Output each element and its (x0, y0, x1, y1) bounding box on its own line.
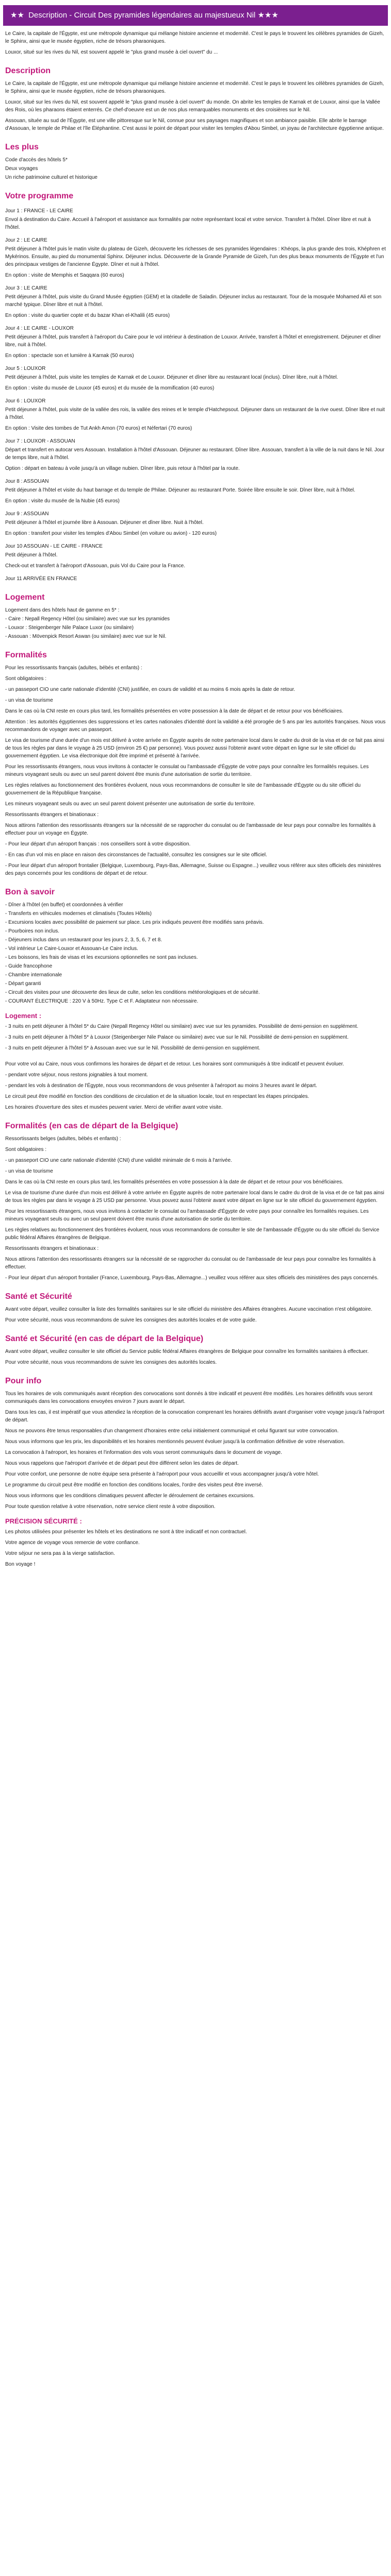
programme-day-line: Petit déjeuner à l'hôtel, puis visite les temples de Karnak et de Louxor. Déjeuner et dîner libre au restaurant local (inclus). Dîner libre, nuit à l'hôtel. (5, 375, 338, 380)
formalites-line: Pour les ressortissants étrangers, nous vous invitons à contacter le consulat ou l'ambassade d'Égypte de votre pays pour connaître les formalités requises. Les mineurs voyageant seuls ou avec un seul parent doivent être munis d'une autorisation de sortie du territoire. (5, 764, 369, 777)
spacer (5, 1055, 386, 1060)
logement-detail-title: Logement : (5, 1012, 42, 1020)
pour-info-line: Pour votre confort, une personne de notre équipe sera présente à l'aéroport pour vous accueillir et vous accompagner jusqu'à votre hôtel. (5, 1471, 319, 1477)
star-icon: ★★ (10, 11, 24, 20)
programme-day-title: Jour 11 ARRIVÉE EN FRANCE (5, 576, 77, 582)
logement-detail-line: - 3 nuits en petit déjeuner à l'hôtel 5* à Louxor (Steigenberger Nile Palace ou similaire) avec vue sur le Nil. Possibilité de demi-pension en supplément. (5, 1035, 349, 1040)
programme-day-line: Départ et transfert en autocar vers Assouan. Installation à l'hôtel d'Assouan. Déjeuner au restaurant. Dîner libre. Assouan, transfert à la ville de la nuit dans le Nil. Jour de temps libre, nuit à l'hôtel. (5, 447, 385, 461)
programme-day (5, 397, 386, 432)
sante-securite-line: Avant votre départ, veuillez consulter la liste des formalités sanitaires sur le site officiel du ministère des Affaires étrangères. Aucune vaccination n'est obligatoire. (5, 1307, 372, 1312)
description-paragraph: Assouan, située au sud de l'Égypte, est une ville pittoresque sur le Nil, connue pour ses paysages magnifiques et son ambiance paisible. Elle abrite le barrage d'Assouan, le temple de Philae et l'île Éléphantine. C'est aussi le point de départ pour visiter les temples d'Abou Simbel, un joyau de l'architecture égyptienne antique. (5, 118, 384, 131)
pour-info-section (5, 1390, 386, 1511)
formalites-line: Les règles relatives au fonctionnement des frontières évoluent, nous vous recommandons de consulter le site de l'ambassade d'Égypte ou du site officiel du gouvernement de la République française. (5, 783, 361, 796)
bon-a-savoir-line: - Circuit des visites pour une découverte des lieux de culte, selon les conditions météorologiques et de sécurité. (5, 990, 260, 995)
formalites-line: - un visa de tourisme (5, 698, 53, 703)
programme-day-title: Jour 5 : LOUXOR (5, 366, 46, 371)
programme-day-line: Petit déjeuner à l'hôtel, puis transfert à l'aéroport du Caire pour le vol intérieur à destination de Louxor. Arrivée, transfert à l'hôtel et enregistrement. Déjeuner et dîner libre, nuit à l'hôtel. (5, 334, 381, 348)
bon-a-savoir-line: - Dîner à l'hôtel (en buffet) et coordonnées à vérifier (5, 902, 123, 908)
pour-info-line: Nous vous rappelons que l'aéroport d'arrivée et de départ peut être différent selon les dates de départ. (5, 1461, 239, 1466)
programme-day-title: Jour 7 : LOUXOR - ASSOUAN (5, 438, 75, 444)
pour-info-line: Tous les horaires de vols communiqués avant réception des convocations sont donnés à titre indicatif et peuvent être modifiés. Les horaires définitifs vous seront communiqués dans les convocations envoyées environ 7 jours avant le départ. (5, 1391, 373, 1404)
bon-a-savoir-line: - Transferts en véhicules modernes et climatisés (Toutes Hôtels) (5, 911, 152, 917)
formalites-line: Nous attirons l'attention des ressortissants étrangers sur la nécessité de se rapprocher du consulat ou de l'ambassade de leur pays pour connaître les formalités à effectuer pour un voyage en Égypte. (5, 823, 376, 836)
programme-section (5, 207, 386, 583)
formalites-belgique-line: - un visa de tourisme (5, 1168, 53, 1174)
programme-day-line: En option : spectacle son et lumière à Karnak (50 euros) (5, 353, 134, 359)
les-plus-item: Deux voyages (5, 166, 38, 172)
description-paragraph: Louxor, situé sur les rives du Nil, est souvent appelé le "plus grand musée à ciel ouvert" du monde. On abrite les temples de Karnak et de Louxor, ainsi que la Vallée des Rois, où les pharaons étaient enterrés. Ce chef-d'oeuvre est un de nos plus remarquables monuments et des croisières sur le Nil. (5, 99, 380, 113)
formalites-line: Attention : les autorités égyptiennes des suppressions et les cartes nationales d'identité dont la validité a été prorogée de 5 ans par les autorités françaises. Nous vous recommandons de voyager avec un passeport. (5, 719, 386, 733)
formalites-line: - En cas d'un vol mis en place en raison des circonstances de l'actualité, consultez les consignes sur le site officiel. (5, 852, 267, 858)
intro-paragraph: Le Caire, la capitale de l'Égypte, est une métropole dynamique qui mélange histoire ancienne et modernité. C'est le pays le trouvent les célèbres pyramides de Gizeh, le Sphinx, ainsi que le musée égyptien, riche de trésors pharaoniques. (5, 31, 384, 44)
vol-info-line: - pendant votre séjour, nous restons joignables à tout moment. (5, 1072, 148, 1078)
star-icon-end: ★★★ (257, 11, 279, 20)
formalites-line: Sont obligatoires : (5, 676, 47, 682)
description-section (5, 80, 386, 132)
formalites-line: Dans le cas où la CNI reste en cours plus tard, les formalités présentées en votre possession à la date de départ et de retour pour vos bénéficiaires. (5, 708, 344, 714)
programme-day-title: Jour 4 : LE CAIRE - LOUXOR (5, 326, 74, 331)
intro-paragraph: Louxor, situé sur les rives du Nil, est souvent appelé le "plus grand musée à ciel ouvert" du ... (5, 49, 218, 55)
bon-a-savoir-title: Bon à savoir (5, 888, 55, 896)
pour-info-line: Nous ne pouvons être tenus responsables d'un changement d'horaires entre celui initialement communiqué et celui figurant sur votre convocation. (5, 1428, 339, 1434)
programme-day-title: Jour 10 ASSOUAN - LE CAIRE - FRANCE (5, 544, 103, 549)
precision-securite-title: PRÉCISION SÉCURITÉ : (5, 1517, 82, 1525)
bon-a-savoir-line: - Déjeuners inclus dans un restaurant pour les jours 2, 3, 5, 6, 7 et 8. (5, 937, 162, 943)
precision-line: Votre agence de voyage vous remercie de votre confiance. (5, 1540, 140, 1546)
vol-info-line: Le circuit peut être modifié en fonction des conditions de circulation et de la situation locale, tout en respectant les étapes principales. (5, 1094, 309, 1099)
logement-line: Logement dans des hôtels haut de gamme en 5* : (5, 607, 120, 613)
formalites-belgique-title: Formalités (en cas de départ de la Belgique) (5, 1122, 178, 1130)
description-paragraph: Le Caire, la capitale de l'Égypte, est une métropole dynamique qui mélange histoire ancienne et modernité. C'est le pays le trouvent les célèbres pyramides de Gizeh, le Sphinx, ainsi que le musée égyptien, riche de trésors pharaoniques. (5, 81, 384, 94)
vol-info-line: Pour votre vol au Caire, nous vous confirmons les horaires de départ et de retour. Les horaires sont communiqués à titre indicatif et peuvent évoluer. (5, 1061, 345, 1067)
formalites-belgique-line: Nous attirons l'attention des ressortissants étrangers sur la nécessité de se rapprocher du consulat ou de l'ambassade de leur pays pour connaître les formalités à effectuer. (5, 1257, 376, 1270)
bon-a-savoir-line: - Chambre internationale (5, 972, 62, 978)
pour-info-line: Dans tous les cas, il est impératif que vous attendiez la réception de la convocation comprenant les horaires définitifs avant d'organiser votre voyage jusqu'à l'aéroport de départ. (5, 1410, 385, 1423)
vol-info-line: Les horaires d'ouverture des sites et musées peuvent varier. Merci de vérifier avant votre visite. (5, 1105, 223, 1110)
pour-info-line: Pour toute question relative à votre réservation, notre service client reste à votre disposition. (5, 1504, 216, 1510)
les-plus-item: Code d'accès des hôtels 5* (5, 157, 68, 163)
programme-day-line: Envol à destination du Caire. Accueil à l'aéroport et assistance aux formalités par notre représentant local et votre service. Transfert à l'hôtel. Dîner libre et nuit à l'hôtel. (5, 217, 371, 230)
sante-securite-line: Pour votre sécurité, nous vous recommandons de suivre les consignes des autorités locales et de votre guide. (5, 1317, 257, 1323)
programme-day-title: Jour 8 : ASSOUAN (5, 479, 49, 484)
bon-a-savoir-line: - Départ garanti (5, 981, 41, 987)
formalites-line: - Pour leur départ d'un aéroport français : nos conseillers sont à votre disposition. (5, 841, 191, 847)
formalites-line: - Pour leur départ d'un aéroport frontalier (Belgique, Luxembourg, Pays-Bas, Allemagne, Suisse ou Espagne...) veuillez vous référer aux sites officiels des ministères des pays concernés pour les conditions de départ et de retour. (5, 863, 381, 876)
logement-line: - Louxor : Steigenberger Nile Palace Luxor (ou similaire) (5, 625, 134, 631)
programme-day (5, 478, 386, 505)
programme-day-line: En option : visite du quartier copte et du bazar Khan el-Khalili (45 euros) (5, 313, 170, 318)
programme-day-title: Jour 3 : LE CAIRE (5, 285, 47, 291)
formalites-belgique-section (5, 1135, 386, 1282)
precision-securite-section (5, 1528, 386, 1568)
formalites-line: Les mineurs voyageant seuls ou avec un seul parent doivent présenter une autorisation de sortie du territoire. (5, 801, 255, 807)
formalites-belgique-line: Pour les ressortissants étrangers, nous vous invitons à contacter le consulat ou l'ambassade d'Égypte de votre pays pour connaître les formalités requises. Les mineurs voyageant seuls ou avec un seul parent doivent être munis d'une autorisation de sortie du territoire. (5, 1209, 369, 1222)
formalites-belgique-line: Ressortissants belges (adultes, bébés et enfants) : (5, 1136, 121, 1142)
programme-day-title: Jour 9 : ASSOUAN (5, 511, 49, 517)
pour-info-line: La convocation à l'aéroport, les horaires et l'information des vols vous seront communiqués dans le document de voyage. (5, 1450, 282, 1455)
programme-day (5, 543, 386, 570)
programme-day-line: En option : transfert pour visiter les temples d'Abou Simbel (en voiture ou avion) - 120 euros) (5, 531, 217, 536)
programme-day-title: Jour 2 : LE CAIRE (5, 238, 47, 243)
precision-line: Les photos utilisées pour présenter les hôtels et les destinations ne sont à titre indicatif et non contractuel. (5, 1529, 247, 1535)
programme-day (5, 325, 386, 360)
pour-info-line: Nous vous informons que les conditions climatiques peuvent affecter le déroulement de certaines excursions. (5, 1493, 255, 1499)
formalites-belgique-line: Sont obligatoires : (5, 1147, 47, 1153)
programme-day (5, 207, 386, 231)
programme-day-line: En option : visite du musée de la Nubie (45 euros) (5, 498, 120, 504)
pour-info-line: Nous vous informons que les prix, les disponibilités et les horaires mentionnés peuvent évoluer jusqu'à la confirmation définitive de votre réservation. (5, 1439, 345, 1445)
programme-day-title: Jour 6 : LOUXOR (5, 398, 46, 404)
sante-securite-section (5, 1306, 386, 1324)
pour-info-title: Pour info (5, 1377, 42, 1385)
programme-day (5, 575, 386, 583)
bon-a-savoir-line: - Excursions locales avec possibilité de paiement sur place. Les prix indiqués peuvent être modifiés sans préavis. (5, 920, 264, 925)
formalites-belgique-line: - Pour leur départ d'un aéroport frontalier (France, Luxembourg, Pays-Bas, Allemagne...) veuillez vous référer aux sites officiels des ministères des pays concernés. (5, 1275, 379, 1281)
sante-securite-belgique-line: Pour votre sécurité, nous vous recommandons de suivre les consignes des autorités locales. (5, 1360, 217, 1365)
programme-day-line: Petit déjeuner à l'hôtel. (5, 552, 58, 558)
description-title: Description (5, 66, 51, 75)
page-title: Description - Circuit Des pyramides légendaires au majestueux Nil (28, 11, 256, 20)
bon-a-savoir-line: - Guide francophone (5, 963, 53, 969)
programme-day (5, 510, 386, 537)
programme-title: Votre programme (5, 192, 74, 200)
programme-day-line: Petit déjeuner à l'hôtel, puis visite de la vallée des rois, la vallée des reines et le temple d'Hatchepsout. Déjeuner dans un restaurant de la rive ouest. Dîner libre et nuit à l'hôtel. (5, 407, 385, 420)
precision-line: Votre séjour ne sera pas à la vierge satisfaction. (5, 1551, 115, 1556)
programme-day-line: Petit déjeuner à l'hôtel et journée libre à Assouan. Déjeuner et dîner libre. Nuit à l'hôtel. (5, 520, 204, 526)
formalites-line: Ressortissants étrangers et binationaux : (5, 812, 99, 818)
les-plus-section (5, 156, 386, 181)
vol-info-line: - pendant les vols à destination de l'Égypte, nous vous recommandons de vous présenter à l'aéroport au moins 3 heures avant le départ. (5, 1083, 317, 1089)
logement-title: Logement (5, 593, 45, 602)
pour-info-line: Le programme du circuit peut être modifié en fonction des conditions locales, l'ordre des visites peut être inversé. (5, 1482, 263, 1488)
formalites-line: - un passeport CIO une carte nationale d'identité (CNI) justifiée, en cours de validité et au moins 6 mois après la date de retour. (5, 687, 296, 692)
formalites-belgique-line: Dans le cas où la CNI reste en cours plus tard, les formalités présentées en votre possession à la date de départ et de retour pour vos bénéficiaires. (5, 1179, 344, 1185)
logement-section (5, 606, 386, 640)
bon-a-savoir-line: - Les boissons, les frais de visas et les excursions optionnelles ne sont pas incluses. (5, 955, 198, 960)
les-plus-title: Les plus (5, 143, 39, 151)
programme-day (5, 437, 386, 472)
les-plus-item: Un riche patrimoine culturel et historique (5, 175, 97, 180)
sante-securite-belgique-line: Avant votre départ, veuillez consulter le site officiel du Service public fédéral Affaires étrangères de Belgique pour connaître les formalités sanitaires à effectuer. (5, 1349, 369, 1354)
programme-day-line: Check-out et transfert à l'aéroport d'Assouan, puis Vol du Caire pour la France. (5, 563, 186, 569)
logement-detail-line: - 3 nuits en petit déjeuner à l'hôtel 5* du Caire (Nepall Regency Hôtel ou similaire) avec vue sur les pyramides. Possibilité de demi-pension en supplément. (5, 1024, 359, 1029)
formalites-line: Pour les ressortissants français (adultes, bébés et enfants) : (5, 665, 142, 671)
sante-securite-belgique-title: Santé et Sécurité (en cas de départ de la Belgique) (5, 1334, 204, 1343)
logement-line: - Assouan : Mövenpick Resort Aswan (ou similaire) avec vue sur le Nil. (5, 634, 167, 639)
programme-day (5, 236, 386, 279)
formalites-title: Formalités (5, 651, 47, 659)
programme-day-line: En option : visite du musée de Louxor (45 euros) et du musée de la momification (40 euros) (5, 385, 215, 391)
programme-day (5, 284, 386, 319)
programme-day (5, 365, 386, 392)
main-content (0, 30, 391, 1568)
programme-day-line: En option : Visite des tombes de Tut Ankh Amon (70 euros) et Néfertari (70 euros) (5, 426, 192, 431)
precision-line: Bon voyage ! (5, 1562, 36, 1567)
programme-day-line: Petit déjeuner à l'hôtel et visite du haut barrage et du temple de Philae. Déjeuner au restaurant Porte. Soirée libre ensuite le soir. Dîner libre, nuit à l'hôtel. (5, 487, 355, 493)
programme-day-line: Petit déjeuner à l'hôtel puis le matin visite du plateau de Gizeh, découverte les richesses de ses pyramides légendaires : Khéops, la plus grande des trois, Khéphren et Mykérinos. Ensuite, au pied du monumental Sphinx. Déjeuner inclus. Découverte de la Grande Pyramide de Gizeh, l'un des plus beaux monuments de l'Égypte et l'un des principaux vestiges de l'ancienne Égypte. Dîner et nuit à l'hôtel. (5, 246, 386, 267)
bon-a-savoir-line: - COURANT ÉLECTRIQUE : 220 V à 50Hz. Type C et F. Adaptateur non nécessaire. (5, 998, 199, 1004)
programme-day-line: En option : visite de Memphis et Saqqara (60 euros) (5, 273, 124, 278)
logement-detail-line: - 3 nuits en petit déjeuner à l'hôtel 5* à Assouan avec vue sur le Nil. Possibilité de demi-pension en supplément. (5, 1045, 260, 1051)
programme-day-line: Option : départ en bateau à voile jusqu'à un village nubien. Dîner libre, puis retour à l'hôtel par la route. (5, 466, 240, 471)
description-header (3, 5, 388, 26)
formalites-belgique-line: Ressortissants étrangers et binationaux : (5, 1246, 99, 1251)
page (0, 5, 391, 1592)
formalites-belgique-line: - un passeport CIO une carte nationale d'identité (CNI) d'une validité minimale de 6 mois à l'arrivée. (5, 1158, 232, 1163)
bon-a-savoir-line: - Vol intérieur Le Caire-Louxor et Assouan-Le Caire inclus. (5, 946, 138, 952)
intro-section (5, 30, 386, 56)
bon-a-savoir-section (5, 901, 386, 1005)
formalites-belgique-line: Les règles relatives au fonctionnement des frontières évoluent, nous vous recommandons de consulter le site de l'ambassade d'Égypte ou du site officiel du Service public fédéral Affaires étrangères de Belgique. (5, 1227, 380, 1241)
formalites-section (5, 664, 386, 877)
formalites-line: Le visa de tourisme d'une durée d'un mois est délivré à votre arrivée en Égypte auprès de notre partenaire local dans le cadre du droit de la visa et de ce fait pas ainsi de tous les règles par dans le voyage à 25 USD (environ 25 €) par personne). Vous pouvez aussi l'obtenir avant votre départ en ligne sur le site officiel du gouvernement égyptien. Le visa électronique doit être imprimé et présenté à l'arrivée. (5, 738, 384, 759)
bon-a-savoir-line: - Pourboires non inclus. (5, 928, 60, 934)
logement-detail-section (5, 1023, 386, 1052)
programme-day-line: Petit déjeuner à l'hôtel, puis visite du Grand Musée égyptien (GEM) et la citadelle de Saladin. Déjeuner inclus au restaurant. Tour de la mosquée Mohamed Ali et son marché typique. Dîner libre et nuit à l'hôtel. (5, 294, 382, 308)
logement-line: - Caire : Nepall Regency Hôtel (ou similaire) avec vue sur les pyramides (5, 616, 170, 622)
programme-day-title: Jour 1 : FRANCE - LE CAIRE (5, 208, 73, 214)
sante-securite-belgique-section (5, 1348, 386, 1366)
vol-info-section (5, 1060, 386, 1111)
sante-securite-title: Santé et Sécurité (5, 1292, 72, 1301)
formalites-belgique-line: Le visa de tourisme d'une durée d'un mois est délivré à votre arrivée en Égypte auprès de notre partenaire local dans le cadre du droit de la visa et de ce fait pas ainsi de tous les règles par dans le voyage à 25 USD par personne. Vous pouvez aussi l'obtenir avant votre départ en ligne sur le site officiel du gouvernement égyptien. (5, 1190, 384, 1204)
